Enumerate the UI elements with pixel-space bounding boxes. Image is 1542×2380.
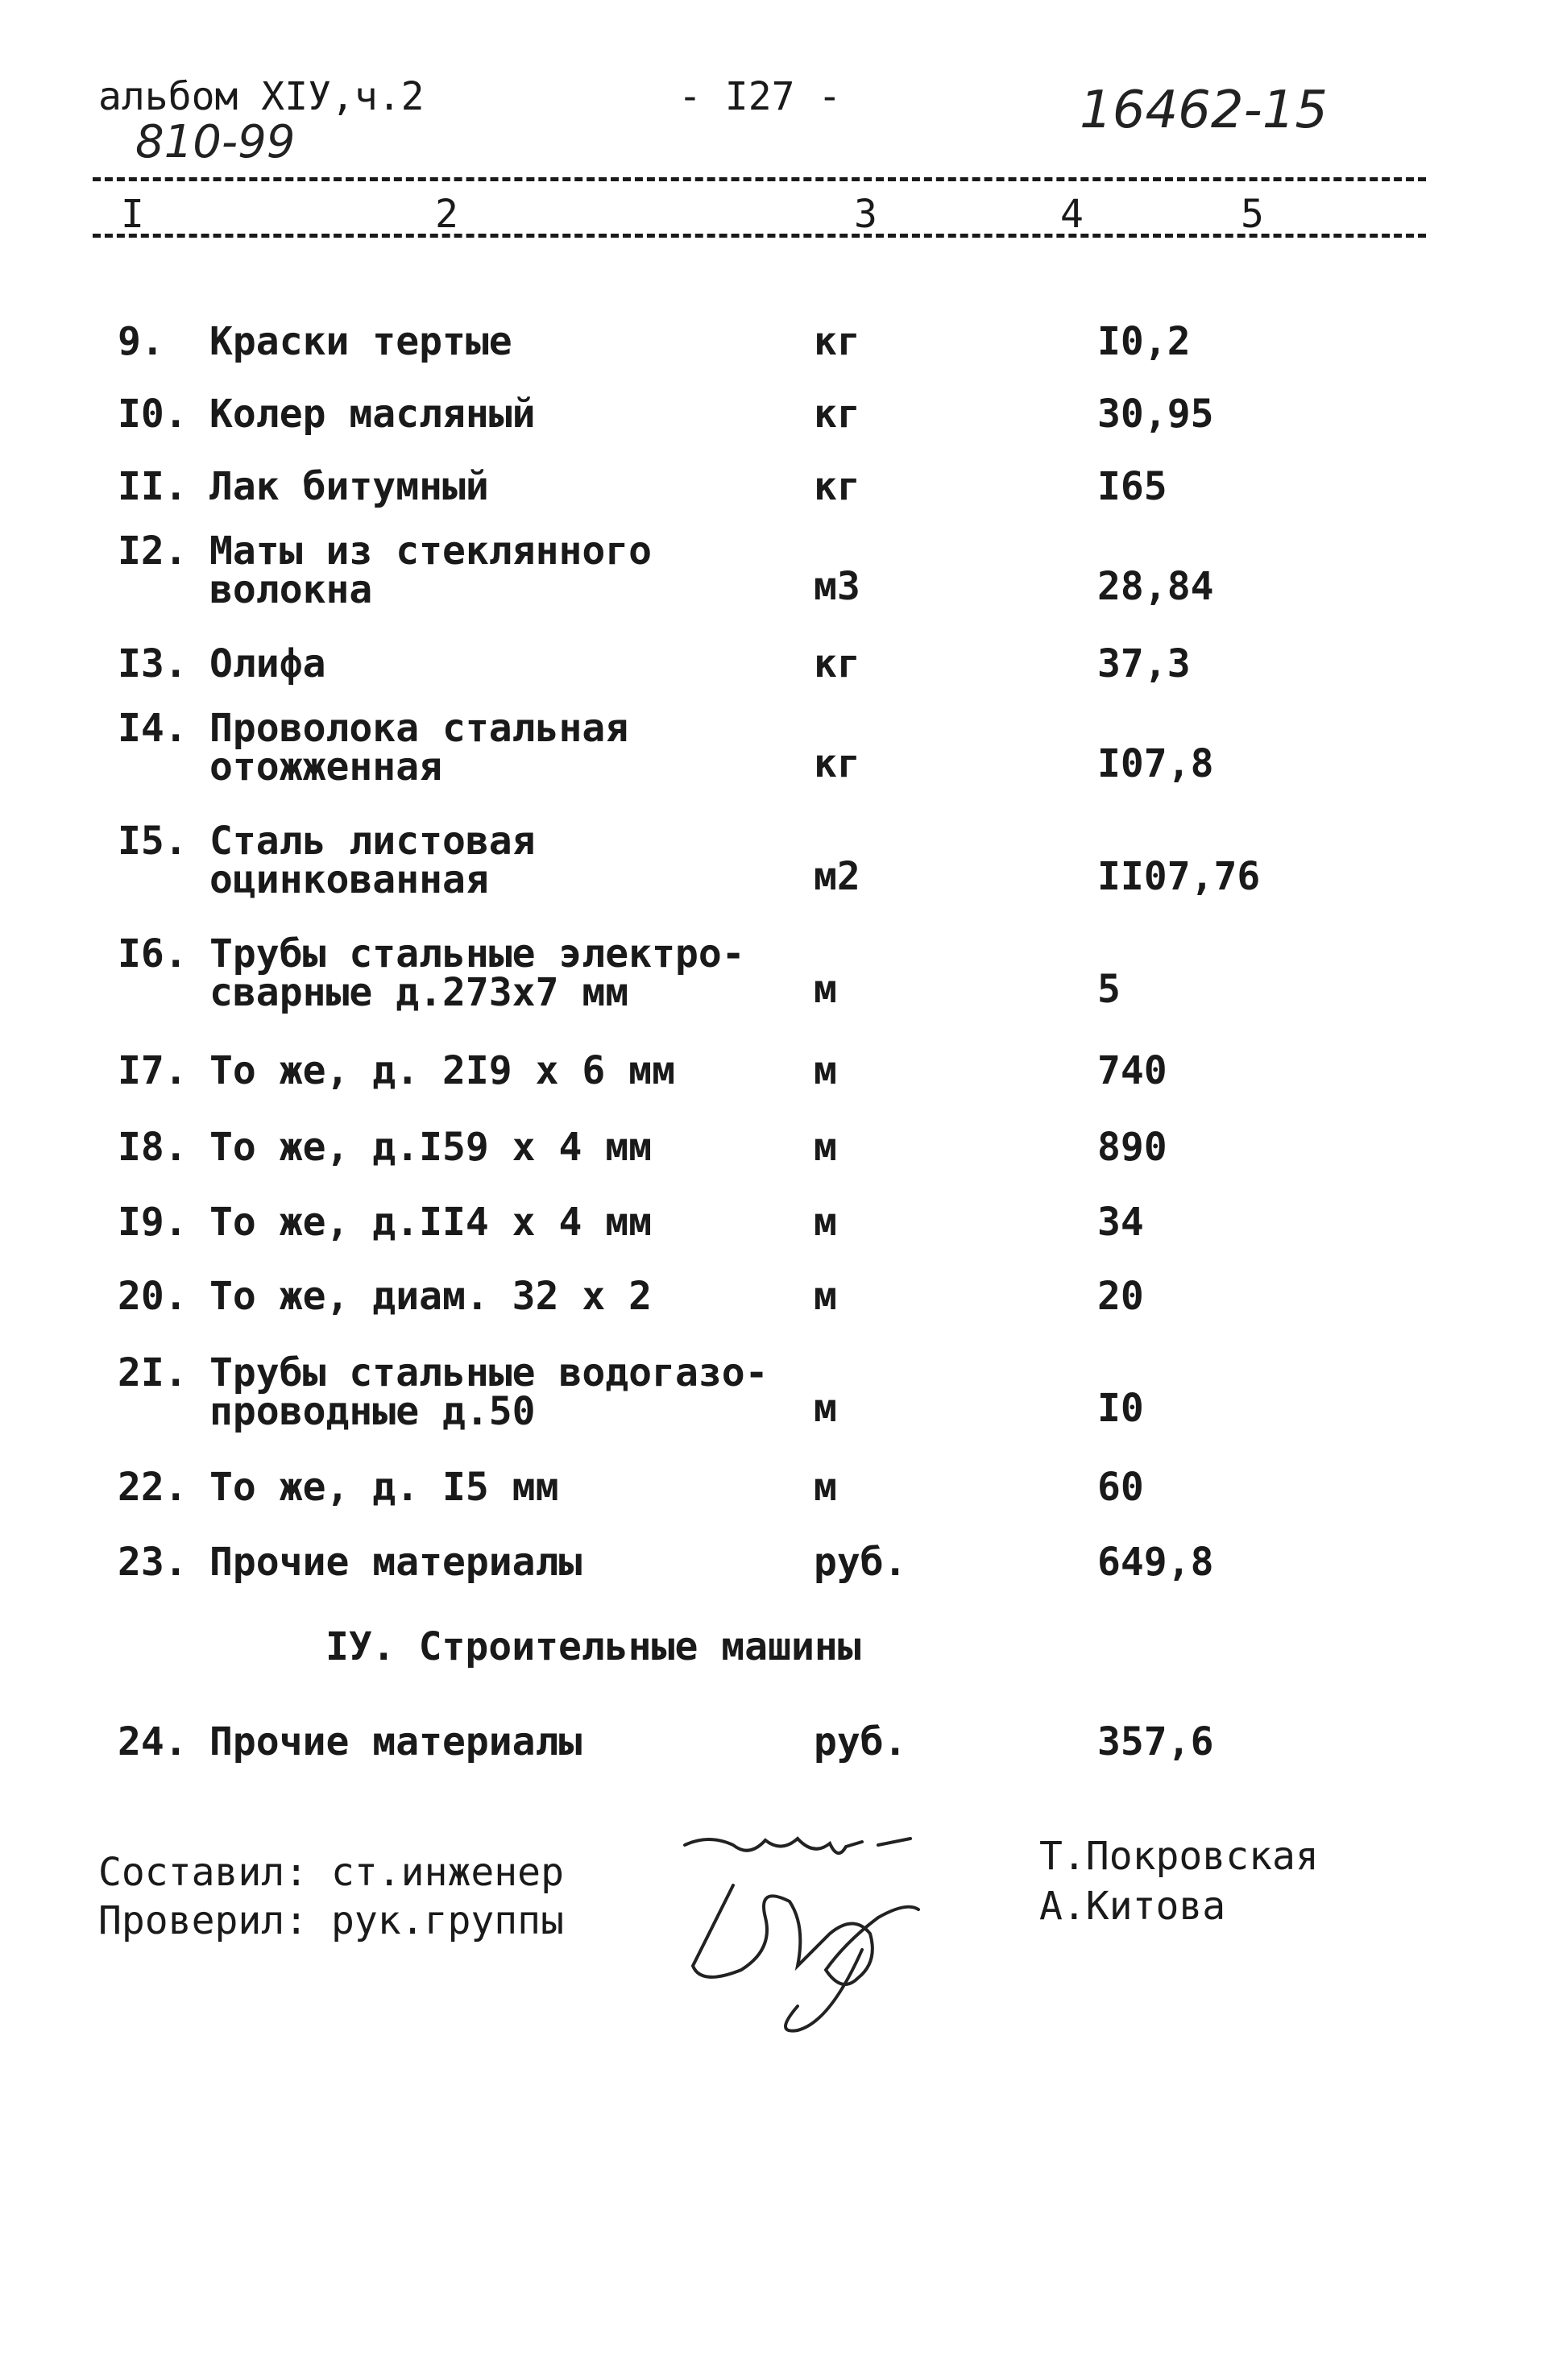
row-number: 2I. — [118, 1350, 188, 1395]
row-name-line: Сталь листовая — [209, 819, 536, 864]
page-number: - I27 - — [678, 74, 842, 119]
row-quantity: I65 — [1097, 464, 1167, 509]
row-quantity: 20 — [1097, 1274, 1144, 1319]
row-unit: м — [814, 1274, 837, 1319]
row-name-line: То же, д. I5 мм — [209, 1465, 559, 1510]
column-number-1: I — [121, 192, 144, 237]
row-number: 24. — [118, 1719, 188, 1764]
row-quantity: 5 — [1097, 967, 1121, 1012]
row-name: Прочие материалы — [209, 1719, 582, 1764]
row-name-line: Трубы стальные водогазо- — [209, 1350, 769, 1395]
column-number-2: 2 — [435, 192, 458, 237]
row-unit: кг — [814, 464, 860, 509]
row-name-line: проводные д.50 — [209, 1389, 536, 1434]
row-name-line: отожженная — [209, 744, 442, 790]
row-number: 23. — [118, 1540, 188, 1585]
row-unit: кг — [814, 741, 860, 786]
row-quantity: I0 — [1097, 1386, 1144, 1431]
row-name — [209, 464, 489, 509]
row-number: II. — [118, 464, 188, 509]
row-name — [209, 1125, 653, 1170]
row-name — [209, 319, 512, 364]
row-quantity: 357,6 — [1097, 1719, 1214, 1764]
row-name-line: То же, д.II4 х 4 мм — [209, 1200, 653, 1245]
row-name — [209, 819, 536, 902]
row-unit: кг — [814, 641, 860, 686]
album-reference: альбом XIУ,ч.2 — [98, 74, 425, 119]
row-quantity: 37,3 — [1097, 641, 1191, 686]
row-unit: м — [814, 1125, 837, 1170]
handwritten-signatures — [677, 1829, 951, 2038]
column-number-4: 4 — [1060, 192, 1084, 237]
row-number: 20. — [118, 1274, 188, 1319]
row-quantity: I07,8 — [1097, 741, 1214, 786]
section-title: IУ. Строительные машины — [325, 1624, 861, 1669]
compiled-by-name: Т.Покровская — [1039, 1834, 1319, 1879]
row-quantity: I0,2 — [1097, 319, 1191, 364]
row-name — [209, 392, 536, 437]
header-divider-top — [93, 177, 1426, 181]
row-unit: м2 — [814, 854, 860, 899]
row-quantity: 740 — [1097, 1048, 1167, 1093]
row-name — [209, 1274, 653, 1319]
row-unit: м3 — [814, 564, 860, 609]
row-number: I7. — [118, 1048, 188, 1093]
row-name-line: Маты из стеклянного — [209, 529, 653, 574]
row-name-line: Краски тертые — [209, 319, 512, 364]
row-name-line: Проволока стальная — [209, 706, 629, 751]
row-unit: кг — [814, 319, 860, 364]
row-number: I4. — [118, 706, 188, 751]
row-unit: м — [814, 967, 837, 1012]
row-quantity: 34 — [1097, 1200, 1144, 1245]
row-name — [209, 706, 629, 790]
column-number-5: 5 — [1241, 192, 1264, 237]
row-name-line: сварные д.273х7 мм — [209, 970, 629, 1015]
row-unit: руб. — [814, 1719, 907, 1764]
row-name — [209, 1200, 653, 1245]
row-number: I5. — [118, 819, 188, 864]
row-name — [209, 1540, 582, 1585]
row-quantity: 30,95 — [1097, 392, 1214, 437]
row-name-line: Колер масляный — [209, 392, 536, 437]
row-name-line: Олифа — [209, 641, 326, 686]
row-name-line: Трубы стальные электро- — [209, 931, 745, 976]
row-name-line: Прочие материалы — [209, 1540, 582, 1585]
row-name-line: То же, д.I59 х 4 мм — [209, 1125, 653, 1170]
row-quantity: II07,76 — [1097, 854, 1261, 899]
row-number: I2. — [118, 529, 188, 574]
header-divider-bottom — [93, 234, 1426, 238]
row-quantity: 60 — [1097, 1465, 1144, 1510]
row-name — [209, 931, 745, 1015]
row-unit: м — [814, 1465, 837, 1510]
row-name — [209, 1350, 769, 1434]
compiled-by-label: Составил: ст.инженер — [98, 1850, 564, 1895]
row-number: I6. — [118, 931, 188, 976]
row-name — [209, 641, 326, 686]
document-code-handwritten: 16462-15 — [1080, 81, 1329, 140]
row-unit: кг — [814, 392, 860, 437]
checked-by-label: Проверил: рук.группы — [98, 1898, 564, 1943]
row-quantity: 890 — [1097, 1125, 1167, 1170]
row-number: I0. — [118, 392, 188, 437]
row-quantity: 649,8 — [1097, 1540, 1214, 1585]
row-name-line: волокна — [209, 567, 373, 612]
row-name-line: То же, д. 2I9 х 6 мм — [209, 1048, 675, 1093]
row-number: I8. — [118, 1125, 188, 1170]
row-number: 9. — [118, 319, 164, 364]
row-name — [209, 529, 653, 612]
row-number: I3. — [118, 641, 188, 686]
row-name-line: оцинкованная — [209, 857, 489, 902]
column-number-3: 3 — [854, 192, 877, 237]
row-name — [209, 1048, 675, 1093]
row-number: I9. — [118, 1200, 188, 1245]
row-quantity: 28,84 — [1097, 564, 1214, 609]
sub-code-handwritten: 810-99 — [135, 116, 296, 168]
row-name — [209, 1465, 559, 1510]
row-name-line: Лак битумный — [209, 464, 489, 509]
row-unit: м — [814, 1048, 837, 1093]
checked-by-name: А.Китова — [1039, 1884, 1226, 1929]
row-unit: м — [814, 1386, 837, 1431]
row-number: 22. — [118, 1465, 188, 1510]
row-unit: руб. — [814, 1540, 907, 1585]
row-unit: м — [814, 1200, 837, 1245]
row-name-line: То же, диам. 32 х 2 — [209, 1274, 653, 1319]
